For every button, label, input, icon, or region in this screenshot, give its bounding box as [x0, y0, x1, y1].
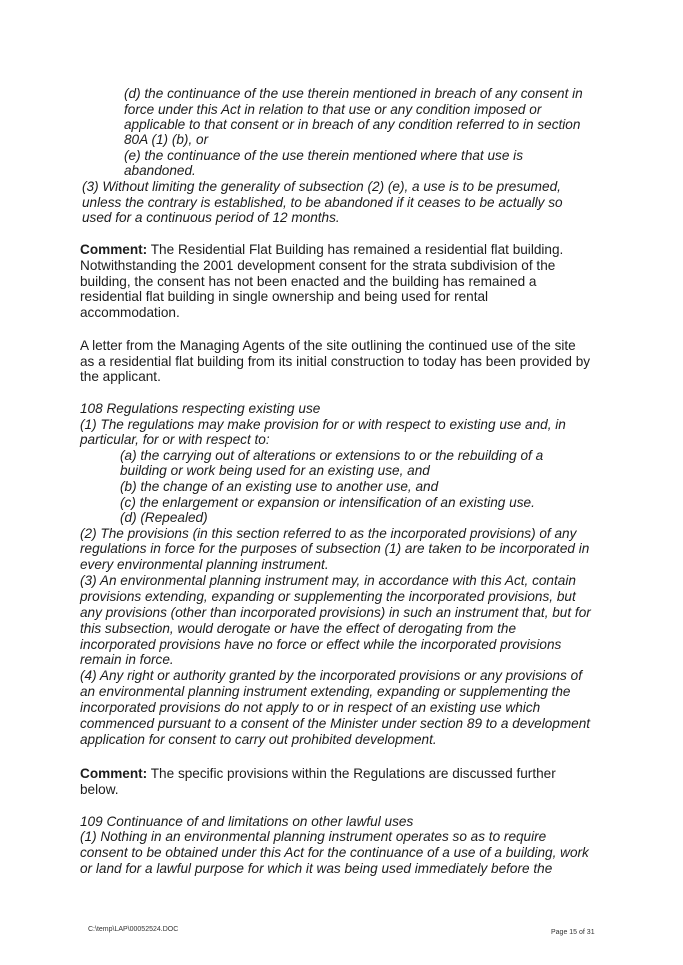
section-108-line-13: provisions extending, expanding or supplementing the incorporated provisions, but [80, 589, 576, 604]
comment-1-line-3: building, the consent has not been enacted and the building has remained a [80, 274, 537, 289]
section-108-line-21: commenced pursuant to a consent of the Minister under section 89 to a development [80, 716, 591, 731]
comment-1-line-2: Notwithstanding the 2001 development consent for the strata subdivision of the [80, 258, 556, 273]
clause-d-line-3: applicable to that consent or in breach of any condition referred to in section [124, 117, 581, 132]
section-108-line-18: (4) Any right or authority granted by the incorporated provisions or any provisions of [80, 668, 582, 683]
clause-d-line-4: 80A (1) (b), or [124, 132, 209, 147]
section-108-line-8: (d) (Repealed) [120, 510, 208, 525]
clause-d-line-1: (d) the continuance of the use therein mentioned in breach of any consent in [124, 86, 583, 101]
clause-e-line-2: abandoned. [124, 163, 196, 178]
section-108-line-3: particular, for or with respect to: [80, 432, 270, 447]
section-108-line-9: (2) The provisions (in this section referred to as the incorporated provisions) of any [80, 526, 577, 541]
section-108-line-14: any provisions (other than incorporated provisions) in such an instrument that, but for [80, 605, 591, 620]
comment-label: Comment: [80, 242, 148, 257]
section-108-line-6: (b) the change of an existing use to another use, and [120, 479, 439, 494]
section-108-line-12: (3) An environmental planning instrument may, in accordance with this Act, contain [80, 573, 576, 588]
clause-e-line-1: (e) the continuance of the use therein mentioned where that use is [124, 148, 523, 163]
section-108-line-22: application for consent to carry out prohibited development. [80, 732, 437, 747]
section-108-line-17: remain in force. [80, 652, 174, 667]
subsection-3-line-2: unless the contrary is established, to be abandoned if it ceases to be actually so [82, 195, 563, 210]
paragraph-2-line-2: as a residential flat building from its initial construction to today has been provided by [80, 354, 591, 369]
comment-2-line-1 [80, 766, 556, 782]
section-109-line-4: or land for a lawful purpose for which it was being used immediately before the [80, 861, 553, 876]
comment-1-text: The Residential Flat Building has remained a residential flat building. [147, 242, 564, 257]
section-108-line-2: (1) The regulations may make provision for or with respect to existing use and, in [80, 417, 566, 432]
comment-2-text: The specific provisions within the Regulations are discussed further [147, 766, 556, 781]
paragraph-2-line-3: the applicant. [80, 369, 161, 384]
section-108-line-19: an environmental planning instrument extending, expanding or supplementing the [80, 684, 571, 699]
section-108-line-15: this subsection, would derogate or have the effect of derogating from the [80, 621, 517, 636]
section-109-line-3: consent to be obtained under this Act for the continuance of a use of a building, work [80, 845, 589, 860]
comment-1-line-4: residential flat building in single ownership and being used for rental [80, 289, 489, 304]
section-108-line-11: every environmental planning instrument. [80, 557, 329, 572]
section-108-line-20: incorporated provisions do not apply to or in respect of an existing use which [80, 700, 541, 715]
clause-d-line-2: force under this Act in relation to that use or any condition imposed or [124, 102, 542, 117]
footer-file-path: C:\temp\LAP\00052524.DOC [88, 926, 179, 933]
subsection-3-line-1: (3) Without limiting the generality of subsection (2) (e), a use is to be presumed, [82, 179, 561, 194]
section-109-line-2: (1) Nothing in an environmental planning instrument operates so as to require [80, 829, 547, 844]
subsection-3-line-3: used for a continuous period of 12 months. [82, 210, 340, 225]
section-108-heading: 108 Regulations respecting existing use [80, 401, 321, 416]
section-108-line-7: (c) the enlargement or expansion or intensification of an existing use. [120, 495, 535, 510]
section-108-line-16: incorporated provisions have no force or effect while the incorporated provisions [80, 637, 562, 652]
comment-label: Comment: [80, 766, 148, 781]
footer-page-number: Page 15 of 31 [551, 929, 595, 936]
section-108-line-4: (a) the carrying out of alterations or extensions to or the rebuilding of a [120, 448, 544, 463]
comment-1-line-1 [80, 242, 563, 258]
section-108-line-10: regulations in force for the purposes of subsection (1) are taken to be incorporated in [80, 541, 590, 556]
comment-2-line-2: below. [80, 782, 119, 797]
paragraph-2-line-1: A letter from the Managing Agents of the site outlining the continued use of the site [80, 338, 576, 353]
section-108-line-5: building or work being used for an existing use, and [120, 463, 430, 478]
section-109-heading: 109 Continuance of and limitations on other lawful uses [80, 814, 414, 829]
comment-1-line-5: accommodation. [80, 305, 180, 320]
